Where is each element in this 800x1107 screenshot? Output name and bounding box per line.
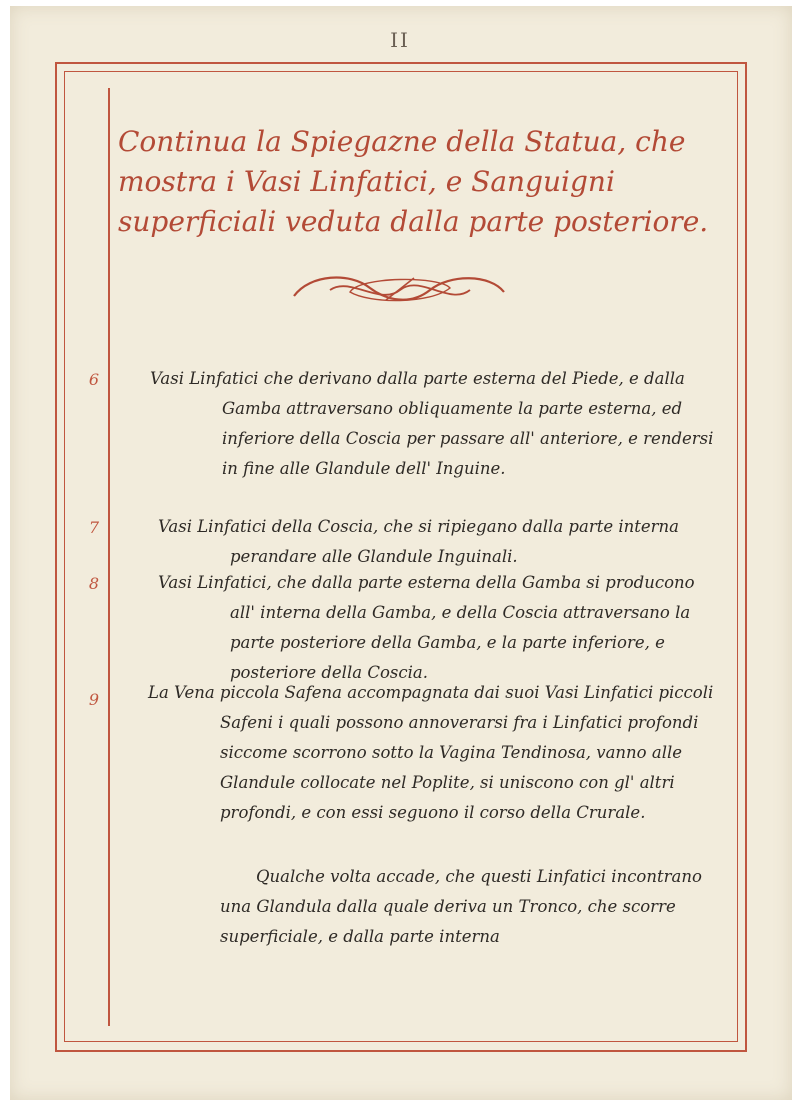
calligraphic-flourish xyxy=(290,266,510,314)
entry-text: La Vena piccola Safena accompagnata dai suoi Vasi Linfatici piccoli Safeni i quali possono annoverarsi fra i Linfatici profondi siccome scorrono sotto la Vagina Tendinosa, vanno alle Glandule collocate nel Poplite, si uniscono con gl' altri profondi, e con essi seguono il corso della Crurale. xyxy=(148,683,714,822)
entry-text: Vasi Linfatici della Coscia, che si ripiegano dalla parte interna perandare alle Glandule Inguinali. xyxy=(158,517,679,566)
page-title: Continua la Spiegazne della Statua, che mostra i Vasi Linfatici, e Sanguigni superficiali veduta dalla parte posteriore. xyxy=(118,125,709,238)
entry-number: 6 xyxy=(88,370,100,389)
entry-number: 7 xyxy=(88,518,100,537)
entry-text: Vasi Linfatici che derivano dalla parte esterna del Piede, e dalla Gamba attraversano obliquamente la parte esterna, ed inferiore della Coscia per passare all' anteriore, e rendersi in fine alle Glandule dell' Inguine. xyxy=(150,369,714,478)
entry-text: Vasi Linfatici, che dalla parte esterna della Gamba si producono all' interna della Gamba, e della Coscia attraversano la parte posteriore della Gamba, e la parte inferiore, e posteriore della Coscia. xyxy=(158,573,695,682)
entry-number: 8 xyxy=(88,574,100,593)
continuation-paragraph: Qualche volta accade, che questi Linfatici incontrano una Glandula dalla quale deriva un Tronco, che scorre superficiale, e dalla parte interna xyxy=(220,867,702,946)
page-number: II xyxy=(390,28,410,52)
entry-number: 9 xyxy=(88,690,100,709)
margin-rule xyxy=(108,88,110,1026)
